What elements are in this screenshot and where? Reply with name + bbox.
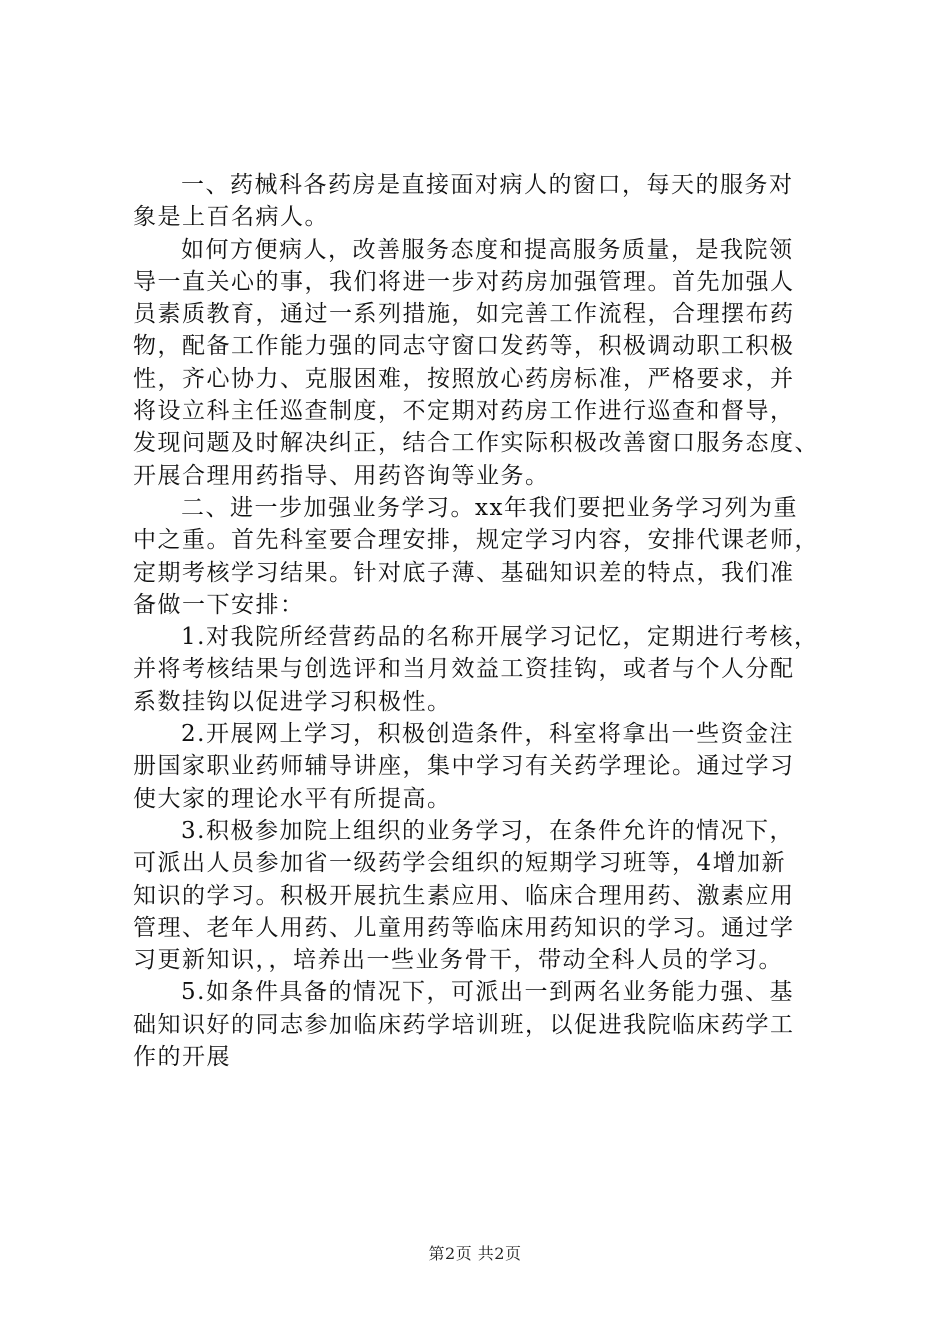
paragraph-line: 物，配备工作能力强的同志守窗口发药等，积极调动职工积极 (133, 333, 795, 360)
paragraph-first-line: 3.积极参加院上组织的业务学习，在条件允许的情况下， (181, 817, 794, 844)
paragraph-line: 础知识好的同志参加临床药学培训班，以促进我院临床药学工 (133, 1011, 795, 1038)
paragraph-line: 作的开展 (133, 1044, 231, 1071)
paragraph-line: 使大家的理论水平有所提高。 (133, 785, 452, 812)
paragraph-first-line: 二、进一步加强业务学习。xx年我们要把业务学习列为重 (181, 494, 798, 521)
paragraph-line: 可派出人员参加省一级药学会组织的短期学习班等，4增加新 (133, 850, 787, 877)
paragraph-first-line: 一、药械科各药房是直接面对病人的窗口，每天的服务对 (181, 172, 794, 198)
paragraph-line: 册国家职业药师辅导讲座，集中学习有关药学理论。通过学习 (133, 753, 795, 780)
paragraph-first-line: 1.对我院所经营药品的名称开展学习记忆，定期进行考核， (181, 624, 819, 651)
paragraph-first-line: 5.如条件具备的情况下，可派出一到两名业务能力强、基 (181, 979, 794, 1006)
paragraph-line: 管理、老年人用药、儿童用药等临床用药知识的学习。通过学 (133, 914, 795, 941)
paragraph-line: 系数挂钩以促进学习积极性。 (133, 688, 452, 715)
paragraph-line: 象是上百名病人。 (133, 204, 329, 231)
paragraph-line: 将设立科主任巡查制度，不定期对药房工作进行巡查和督导， (133, 398, 795, 425)
document-body (133, 169, 833, 1073)
paragraph-line: 习更新知识，，培养出一些业务骨干，带动全科人员的学习。 (133, 947, 783, 974)
paragraph-line: 员素质教育，通过一系列措施，如完善工作流程，合理摆布药 (133, 301, 795, 328)
paragraph-line: 发现问题及时解决纠正，结合工作实际积极改善窗口服务态度、 (133, 430, 819, 457)
paragraph-line: 定期考核学习结果。针对底子薄、基础知识差的特点，我们准 (133, 559, 795, 586)
paragraph-line: 并将考核结果与创选评和当月效益工资挂钩，或者与个人分配 (133, 656, 795, 683)
paragraph-line: 导一直关心的事，我们将进一步对药房加强管理。首先加强人 (133, 268, 795, 295)
page-footer: 第2页 共2页 (428, 1244, 522, 1263)
paragraph-first-line: 如何方便病人，改善服务态度和提高服务质量，是我院领 (181, 236, 794, 263)
paragraph-line: 备做一下安排： (133, 591, 305, 618)
paragraph-line: 知识的学习。积极开展抗生素应用、临床合理用药、激素应用 (133, 882, 795, 909)
paragraph-line: 性，齐心协力、克服困难，按照放心药房标准，严格要求，并 (133, 365, 795, 392)
paragraph-first-line: 2.开展网上学习，积极创造条件，科室将拿出一些资金注 (181, 721, 794, 748)
paragraph-line: 开展合理用药指导、用药咨询等业务。 (133, 462, 550, 489)
paragraph-line: 中之重。首先科室要合理安排，规定学习内容，安排代课老师， (133, 527, 819, 554)
